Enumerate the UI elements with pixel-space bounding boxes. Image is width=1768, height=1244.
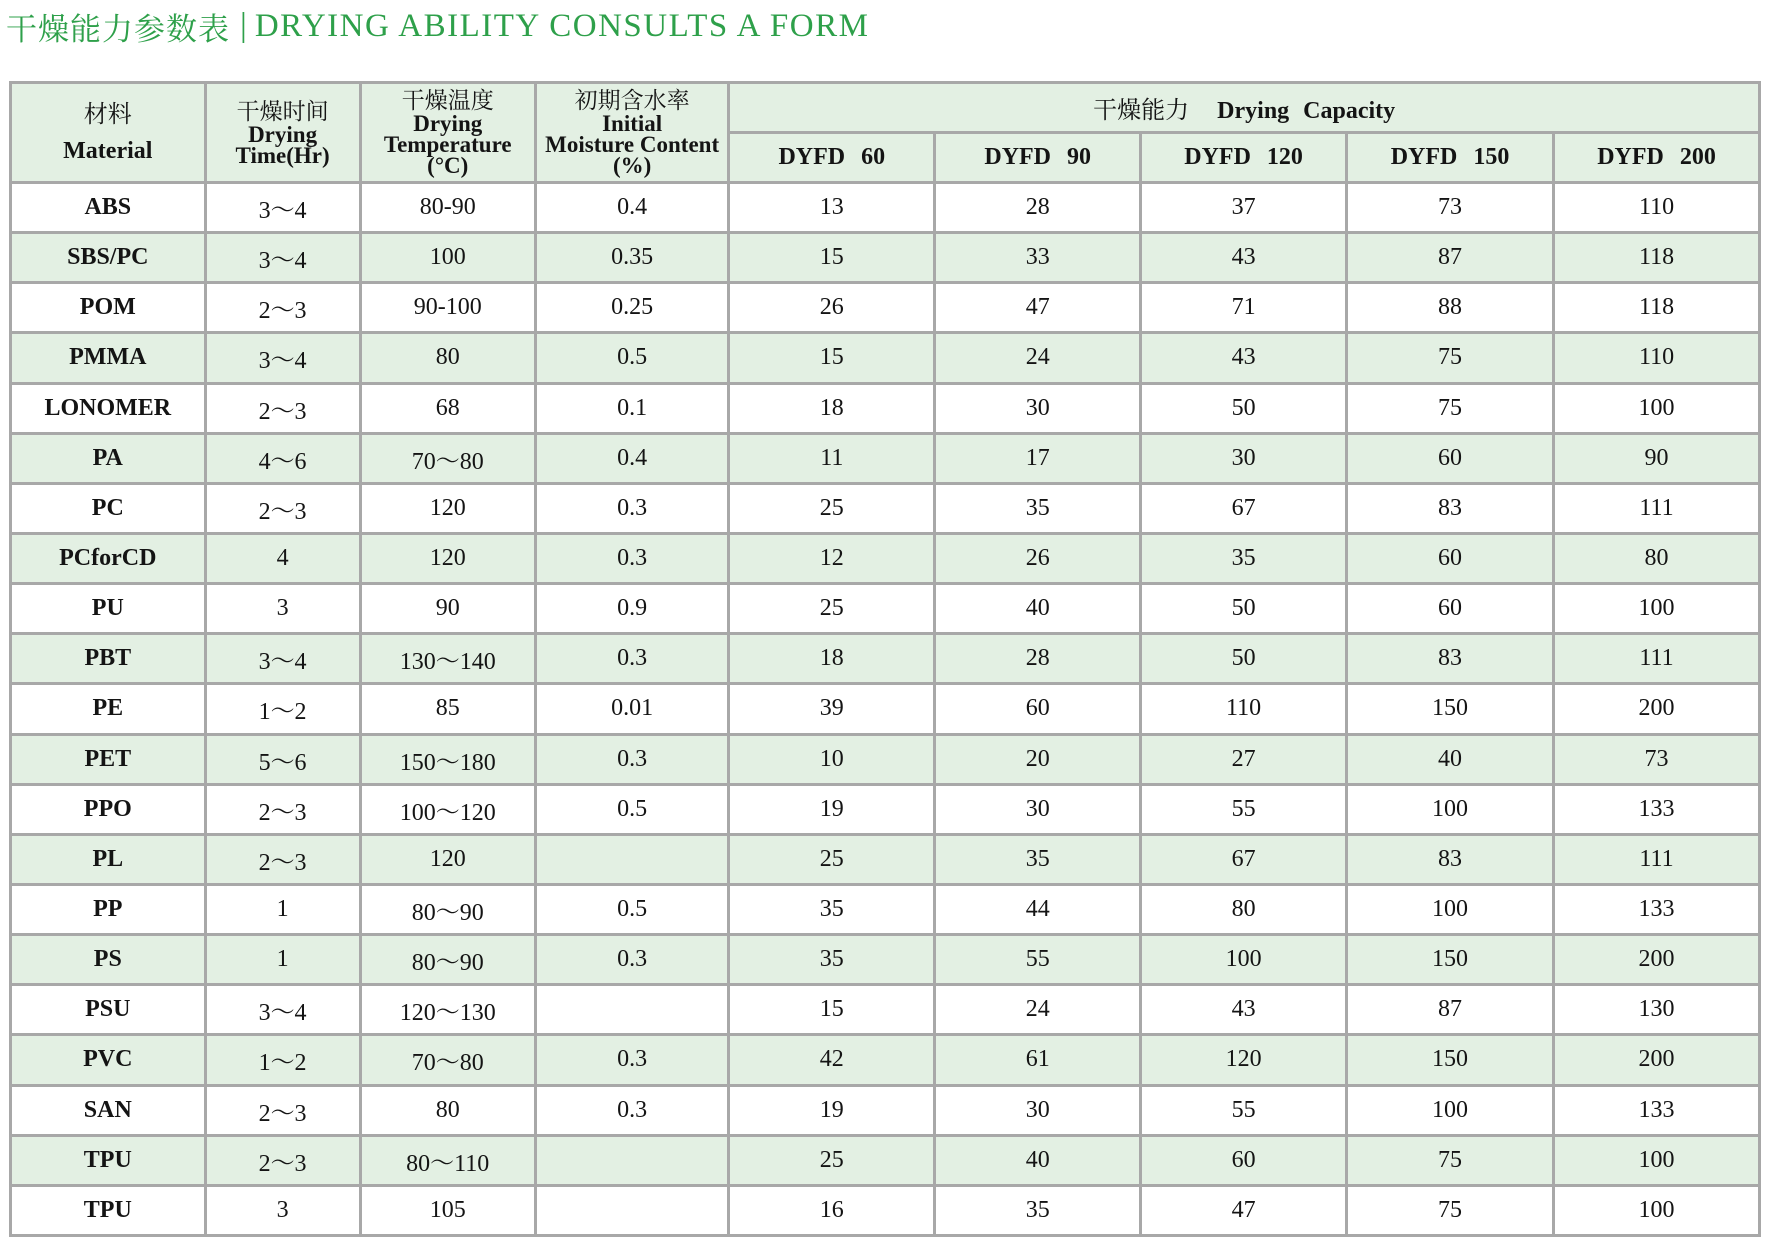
capacity-dyfd90-cell: 26 xyxy=(935,533,1141,583)
capacity-dyfd200-cell: 100 xyxy=(1554,383,1760,433)
moisture-content-cell: 0.3 xyxy=(535,483,728,533)
table-row xyxy=(11,233,1760,283)
capacity-dyfd150-cell: 83 xyxy=(1347,834,1554,884)
material-cell: SBS/PC xyxy=(11,233,206,283)
drying-time-cell: 2～3 xyxy=(205,1085,360,1135)
moisture-content-cell xyxy=(535,985,728,1035)
drying-temperature-cell: 80 xyxy=(360,333,535,383)
header-moisture-en3: (%) xyxy=(612,153,652,178)
moisture-content-cell xyxy=(535,834,728,884)
capacity-dyfd90-cell: 40 xyxy=(935,1135,1141,1185)
capacity-dyfd200-cell: 100 xyxy=(1554,584,1760,634)
header-material-en: Material xyxy=(63,137,153,164)
capacity-dyfd200-cell: 100 xyxy=(1554,1185,1760,1235)
capacity-dyfd150-cell: 60 xyxy=(1347,533,1554,583)
capacity-dyfd120-cell: 71 xyxy=(1141,283,1347,333)
capacity-dyfd200-cell: 200 xyxy=(1554,684,1760,734)
capacity-dyfd200-cell: 133 xyxy=(1554,784,1760,834)
capacity-dyfd60-cell: 35 xyxy=(729,935,935,985)
header-material xyxy=(11,83,206,183)
capacity-dyfd200-cell: 133 xyxy=(1554,1085,1760,1135)
table-body xyxy=(11,183,1760,1236)
capacity-dyfd120-cell: 80 xyxy=(1141,884,1347,934)
drying-temperature-cell: 150～180 xyxy=(360,734,535,784)
capacity-dyfd150-cell: 87 xyxy=(1347,233,1554,283)
capacity-dyfd150-cell: 150 xyxy=(1347,684,1554,734)
capacity-dyfd150-cell: 150 xyxy=(1347,1035,1554,1085)
table-row xyxy=(11,834,1760,884)
capacity-dyfd90-cell: 55 xyxy=(935,935,1141,985)
capacity-dyfd60-cell: 16 xyxy=(729,1185,935,1235)
moisture-content-cell: 0.3 xyxy=(535,935,728,985)
capacity-dyfd60-cell: 15 xyxy=(729,233,935,283)
moisture-content-cell: 0.3 xyxy=(535,1035,728,1085)
capacity-dyfd90-cell: 47 xyxy=(935,283,1141,333)
drying-time-cell: 3～4 xyxy=(205,634,360,684)
header-moisture-en1: Initial xyxy=(602,111,663,136)
capacity-dyfd120-cell: 27 xyxy=(1141,734,1347,784)
header-capacity-cn: 干燥能力 xyxy=(1093,96,1190,124)
capacity-dyfd200-cell: 110 xyxy=(1554,333,1760,383)
capacity-dyfd120-cell: 43 xyxy=(1141,233,1347,283)
capacity-dyfd200-cell: 200 xyxy=(1554,1035,1760,1085)
drying-time-cell: 2～3 xyxy=(205,834,360,884)
capacity-dyfd150-cell: 73 xyxy=(1347,183,1554,233)
capacity-dyfd200-cell: 73 xyxy=(1554,734,1760,784)
capacity-dyfd150-cell: 83 xyxy=(1347,634,1554,684)
capacity-dyfd60-cell: 19 xyxy=(729,784,935,834)
capacity-dyfd90-cell: 35 xyxy=(935,834,1141,884)
capacity-dyfd200-cell: 118 xyxy=(1554,233,1760,283)
drying-time-cell: 3～4 xyxy=(205,233,360,283)
drying-time-cell: 1～2 xyxy=(205,1035,360,1085)
capacity-dyfd200-cell: 130 xyxy=(1554,985,1760,1035)
capacity-dyfd90-cell: 35 xyxy=(935,483,1141,533)
moisture-content-cell: 0.1 xyxy=(535,383,728,433)
drying-temperature-cell: 90-100 xyxy=(360,283,535,333)
capacity-dyfd150-cell: 100 xyxy=(1347,884,1554,934)
table-row xyxy=(11,985,1760,1035)
table-row xyxy=(11,533,1760,583)
capacity-dyfd200-cell: 110 xyxy=(1554,183,1760,233)
drying-temperature-cell: 90 xyxy=(360,584,535,634)
capacity-dyfd120-cell: 47 xyxy=(1141,1185,1347,1235)
header-moisture-cn: 初期含水率 xyxy=(574,88,690,114)
drying-time-cell: 2～3 xyxy=(205,283,360,333)
drying-temperature-cell: 80～90 xyxy=(360,935,535,985)
material-cell: PMMA xyxy=(11,333,206,383)
table-row xyxy=(11,333,1760,383)
table-row xyxy=(11,634,1760,684)
moisture-content-cell: 0.5 xyxy=(535,884,728,934)
header-drying-time xyxy=(205,83,360,183)
material-cell: PL xyxy=(11,834,206,884)
capacity-dyfd120-cell: 120 xyxy=(1141,1035,1347,1085)
material-cell: PVC xyxy=(11,1035,206,1085)
capacity-dyfd120-cell: 100 xyxy=(1141,935,1347,985)
capacity-dyfd120-cell: 30 xyxy=(1141,433,1347,483)
header-capacity-en: Drying Capacity xyxy=(1217,98,1396,124)
drying-time-cell: 4～6 xyxy=(205,433,360,483)
material-cell: PS xyxy=(11,935,206,985)
capacity-dyfd60-cell: 25 xyxy=(729,1135,935,1185)
table-row xyxy=(11,1135,1760,1185)
material-cell: PBT xyxy=(11,634,206,684)
material-cell: TPU xyxy=(11,1135,206,1185)
capacity-dyfd60-cell: 25 xyxy=(729,584,935,634)
capacity-dyfd90-cell: 30 xyxy=(935,1085,1141,1135)
capacity-dyfd120-cell: 60 xyxy=(1141,1135,1347,1185)
material-cell: PPO xyxy=(11,784,206,834)
capacity-dyfd60-cell: 25 xyxy=(729,834,935,884)
moisture-content-cell: 0.5 xyxy=(535,784,728,834)
material-cell: SAN xyxy=(11,1085,206,1135)
capacity-dyfd90-cell: 40 xyxy=(935,584,1141,634)
capacity-dyfd90-cell: 17 xyxy=(935,433,1141,483)
drying-temperature-cell: 130～140 xyxy=(360,634,535,684)
header-drying-temperature xyxy=(360,83,535,183)
moisture-content-cell xyxy=(535,1185,728,1235)
title-english: DRYING ABILITY CONSULTS A FORM xyxy=(254,7,870,44)
capacity-dyfd60-cell: 25 xyxy=(729,483,935,533)
capacity-dyfd150-cell: 60 xyxy=(1347,433,1554,483)
capacity-dyfd120-cell: 50 xyxy=(1141,634,1347,684)
drying-time-cell: 3 xyxy=(205,1185,360,1235)
capacity-dyfd90-cell: 20 xyxy=(935,734,1141,784)
header-drying-temp-cn: 干燥温度 xyxy=(401,88,494,114)
table-row xyxy=(11,1035,1760,1085)
moisture-content-cell: 0.4 xyxy=(535,433,728,483)
material-cell: PA xyxy=(11,433,206,483)
capacity-dyfd90-cell: 33 xyxy=(935,233,1141,283)
capacity-dyfd90-cell: 61 xyxy=(935,1035,1141,1085)
material-cell: PU xyxy=(11,584,206,634)
capacity-dyfd120-cell: 37 xyxy=(1141,183,1347,233)
drying-temperature-cell: 120～130 xyxy=(360,985,535,1035)
drying-temperature-cell: 80 xyxy=(360,1085,535,1135)
capacity-dyfd200-cell: 100 xyxy=(1554,1135,1760,1185)
drying-temperature-cell: 105 xyxy=(360,1185,535,1235)
capacity-dyfd150-cell: 87 xyxy=(1347,985,1554,1035)
material-cell: LONOMER xyxy=(11,383,206,433)
drying-time-cell: 4 xyxy=(205,533,360,583)
drying-time-cell: 5～6 xyxy=(205,734,360,784)
page-title xyxy=(6,4,869,48)
capacity-dyfd60-cell: 26 xyxy=(729,283,935,333)
header-drying-temp-en1: Drying xyxy=(413,111,483,136)
moisture-content-cell xyxy=(535,1135,728,1185)
material-cell: PET xyxy=(11,734,206,784)
capacity-dyfd150-cell: 88 xyxy=(1347,283,1554,333)
header-drying-temp-en3: (°C) xyxy=(427,153,469,178)
drying-time-cell: 3 xyxy=(205,584,360,634)
drying-time-cell: 3～4 xyxy=(205,985,360,1035)
capacity-dyfd150-cell: 75 xyxy=(1347,383,1554,433)
capacity-dyfd60-cell: 15 xyxy=(729,985,935,1035)
capacity-dyfd150-cell: 75 xyxy=(1347,1135,1554,1185)
capacity-dyfd120-cell: 67 xyxy=(1141,483,1347,533)
capacity-dyfd200-cell: 90 xyxy=(1554,433,1760,483)
moisture-content-cell: 0.25 xyxy=(535,283,728,333)
moisture-content-cell: 0.4 xyxy=(535,183,728,233)
capacity-dyfd150-cell: 100 xyxy=(1347,784,1554,834)
capacity-dyfd120-cell: 110 xyxy=(1141,684,1347,734)
capacity-dyfd150-cell: 75 xyxy=(1347,1185,1554,1235)
drying-time-cell: 1 xyxy=(205,884,360,934)
capacity-dyfd200-cell: 200 xyxy=(1554,935,1760,985)
capacity-dyfd90-cell: 35 xyxy=(935,1185,1141,1235)
moisture-content-cell: 0.3 xyxy=(535,1085,728,1135)
capacity-dyfd200-cell: 111 xyxy=(1554,483,1760,533)
capacity-dyfd200-cell: 111 xyxy=(1554,834,1760,884)
capacity-dyfd120-cell: 43 xyxy=(1141,985,1347,1035)
material-cell: ABS xyxy=(11,183,206,233)
moisture-content-cell: 0.01 xyxy=(535,684,728,734)
material-cell: PSU xyxy=(11,985,206,1035)
capacity-dyfd90-cell: 24 xyxy=(935,333,1141,383)
moisture-content-cell: 0.3 xyxy=(535,734,728,784)
capacity-dyfd60-cell: 13 xyxy=(729,183,935,233)
capacity-dyfd60-cell: 42 xyxy=(729,1035,935,1085)
capacity-dyfd90-cell: 44 xyxy=(935,884,1141,934)
drying-time-cell: 2～3 xyxy=(205,383,360,433)
drying-temperature-cell: 120 xyxy=(360,834,535,884)
capacity-dyfd120-cell: 50 xyxy=(1141,383,1347,433)
table-row xyxy=(11,584,1760,634)
table-row xyxy=(11,183,1760,233)
moisture-content-cell: 0.35 xyxy=(535,233,728,283)
capacity-dyfd60-cell: 19 xyxy=(729,1085,935,1135)
moisture-content-cell: 0.3 xyxy=(535,634,728,684)
moisture-content-cell: 0.5 xyxy=(535,333,728,383)
capacity-dyfd90-cell: 30 xyxy=(935,383,1141,433)
header-model: DYFD 60 xyxy=(729,133,935,183)
capacity-dyfd60-cell: 10 xyxy=(729,734,935,784)
drying-time-cell: 1～2 xyxy=(205,684,360,734)
drying-temperature-cell: 120 xyxy=(360,533,535,583)
drying-temperature-cell: 85 xyxy=(360,684,535,734)
capacity-dyfd60-cell: 35 xyxy=(729,884,935,934)
capacity-dyfd90-cell: 24 xyxy=(935,985,1141,1035)
capacity-dyfd200-cell: 118 xyxy=(1554,283,1760,333)
capacity-dyfd120-cell: 55 xyxy=(1141,784,1347,834)
header-drying-time-en2: Time(Hr) xyxy=(235,142,330,168)
moisture-content-cell: 0.9 xyxy=(535,584,728,634)
drying-temperature-cell: 80～110 xyxy=(360,1135,535,1185)
capacity-dyfd200-cell: 111 xyxy=(1554,634,1760,684)
drying-temperature-cell: 70～80 xyxy=(360,1035,535,1085)
drying-temperature-cell: 80～90 xyxy=(360,884,535,934)
moisture-content-cell: 0.3 xyxy=(535,533,728,583)
capacity-dyfd200-cell: 80 xyxy=(1554,533,1760,583)
header-moisture-content xyxy=(535,83,728,183)
drying-temperature-cell: 70～80 xyxy=(360,433,535,483)
header-material-cn: 材料 xyxy=(83,99,132,128)
capacity-dyfd60-cell: 39 xyxy=(729,684,935,734)
table-row xyxy=(11,433,1760,483)
header-drying-time-en1: Drying xyxy=(248,121,318,147)
table-row xyxy=(11,684,1760,734)
material-cell: TPU xyxy=(11,1185,206,1235)
capacity-dyfd60-cell: 11 xyxy=(729,433,935,483)
header-model: DYFD 90 xyxy=(935,133,1141,183)
capacity-dyfd120-cell: 50 xyxy=(1141,584,1347,634)
capacity-dyfd60-cell: 18 xyxy=(729,634,935,684)
table-row xyxy=(11,283,1760,333)
capacity-dyfd90-cell: 30 xyxy=(935,784,1141,834)
capacity-dyfd150-cell: 150 xyxy=(1347,935,1554,985)
material-cell: PP xyxy=(11,884,206,934)
drying-time-cell: 3～4 xyxy=(205,183,360,233)
capacity-dyfd60-cell: 18 xyxy=(729,383,935,433)
header-model: DYFD 150 xyxy=(1347,133,1554,183)
drying-time-cell: 2～3 xyxy=(205,784,360,834)
table-row xyxy=(11,1185,1760,1235)
material-cell: PC xyxy=(11,483,206,533)
header-moisture-en2: Moisture Content xyxy=(545,132,720,157)
capacity-dyfd150-cell: 83 xyxy=(1347,483,1554,533)
drying-time-cell: 2～3 xyxy=(205,483,360,533)
table-row xyxy=(11,784,1760,834)
drying-time-cell: 1 xyxy=(205,935,360,985)
capacity-dyfd90-cell: 60 xyxy=(935,684,1141,734)
capacity-dyfd90-cell: 28 xyxy=(935,634,1141,684)
capacity-dyfd150-cell: 100 xyxy=(1347,1085,1554,1135)
header-model: DYFD 120 xyxy=(1141,133,1347,183)
capacity-dyfd120-cell: 35 xyxy=(1141,533,1347,583)
material-cell: POM xyxy=(11,283,206,333)
capacity-dyfd150-cell: 60 xyxy=(1347,584,1554,634)
capacity-dyfd150-cell: 40 xyxy=(1347,734,1554,784)
table-row xyxy=(11,884,1760,934)
header-drying-capacity xyxy=(729,83,1760,133)
table-row xyxy=(11,483,1760,533)
drying-time-cell: 3～4 xyxy=(205,333,360,383)
drying-temperature-cell: 68 xyxy=(360,383,535,433)
capacity-dyfd150-cell: 75 xyxy=(1347,333,1554,383)
capacity-dyfd60-cell: 12 xyxy=(729,533,935,583)
capacity-dyfd90-cell: 28 xyxy=(935,183,1141,233)
capacity-dyfd120-cell: 43 xyxy=(1141,333,1347,383)
table-row xyxy=(11,734,1760,784)
capacity-dyfd120-cell: 55 xyxy=(1141,1085,1347,1135)
drying-time-cell: 2～3 xyxy=(205,1135,360,1185)
drying-temperature-cell: 80-90 xyxy=(360,183,535,233)
header-drying-time-cn: 干燥时间 xyxy=(236,98,329,125)
material-cell: PE xyxy=(11,684,206,734)
capacity-dyfd60-cell: 15 xyxy=(729,333,935,383)
drying-temperature-cell: 100～120 xyxy=(360,784,535,834)
table-row xyxy=(11,383,1760,433)
header-model: DYFD 200 xyxy=(1554,133,1760,183)
header-drying-temp-en2: Temperature xyxy=(383,132,512,157)
drying-temperature-cell: 100 xyxy=(360,233,535,283)
drying-temperature-cell: 120 xyxy=(360,483,535,533)
material-cell: PCforCD xyxy=(11,533,206,583)
table-row xyxy=(11,935,1760,985)
title-separator: | xyxy=(240,7,247,44)
title-chinese: 干燥能力参数表 xyxy=(6,11,230,48)
capacity-dyfd200-cell: 133 xyxy=(1554,884,1760,934)
drying-capacity-table xyxy=(9,81,1761,1237)
table-row xyxy=(11,1085,1760,1135)
capacity-dyfd120-cell: 67 xyxy=(1141,834,1347,884)
